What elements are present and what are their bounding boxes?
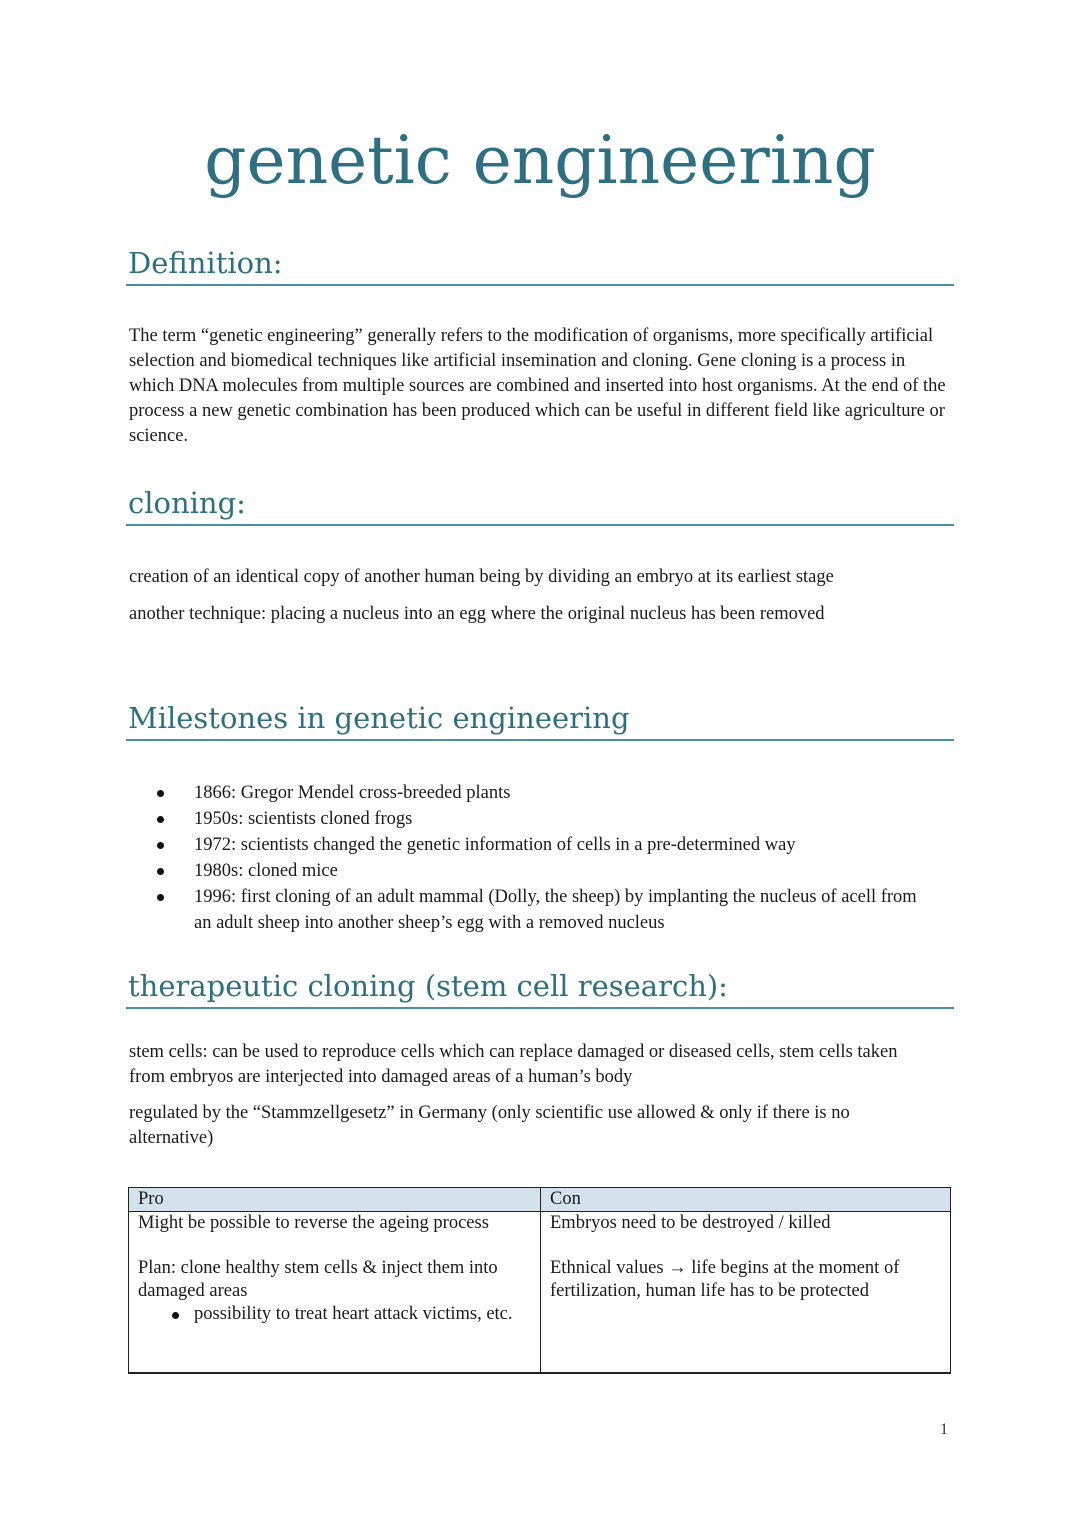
milestone-text: 1996: first cloning of an adult mammal (Dolly, the sheep) by implanting the nucleus of acell from an adult sheep into another sheep’s egg with a removed nucleus <box>194 887 917 933</box>
therapeutic-text-2: regulated by the “Stammzellgesetz” in Germany (only scientific use allowed & only if there is no alternative) <box>129 1103 850 1148</box>
therapeutic-body <box>126 1040 954 1090</box>
bullet-icon <box>157 894 164 901</box>
cloning-section <box>126 487 954 526</box>
therapeutic-heading: therapeutic cloning (stem cell research): <box>126 970 954 1009</box>
pro-sub-bullet <box>138 1303 531 1326</box>
con-cell <box>541 1212 951 1374</box>
milestones-list-wrap <box>126 780 954 936</box>
pro-point-1: Might be possible to reverse the ageing process <box>138 1213 489 1233</box>
list-item <box>126 832 954 858</box>
cloning-heading: cloning: <box>126 487 954 526</box>
milestones-heading: Milestones in genetic engineering <box>126 702 954 741</box>
cloning-body-2 <box>126 602 954 627</box>
milestone-text: 1980s: cloned mice <box>194 861 338 881</box>
pro-sub-text: possibility to treat heart attack victims, etc. <box>194 1304 513 1324</box>
bullet-icon <box>172 1312 179 1319</box>
page-number: 1 <box>940 1421 948 1438</box>
pro-header: Pro <box>129 1188 541 1212</box>
milestone-text: 1972: scientists changed the genetic information of cells in a pre-determined way <box>194 835 796 855</box>
definition-heading: Definition: <box>126 247 954 286</box>
therapeutic-body-2 <box>126 1101 954 1151</box>
bullet-icon <box>157 868 164 875</box>
list-item <box>126 806 954 832</box>
page-title: genetic engineering <box>204 122 876 199</box>
list-item <box>126 780 954 806</box>
therapeutic-section <box>126 970 954 1009</box>
therapeutic-text-1: stem cells: can be used to reproduce cells which can replace damaged or diseased cells, stem cells taken from embryos are interjected into damaged areas of a human’s body <box>129 1042 898 1087</box>
table-row <box>129 1212 951 1374</box>
bullet-icon <box>157 842 164 849</box>
bullet-icon <box>157 816 164 823</box>
list-item <box>126 858 954 884</box>
cloning-line-2: another technique: placing a nucleus into an egg where the original nucleus has been removed <box>129 604 825 624</box>
milestone-text: 1866: Gregor Mendel cross-breeded plants <box>194 783 511 803</box>
milestone-text: 1950s: scientists cloned frogs <box>194 809 413 829</box>
con-point-2: Ethnical values → life begins at the moment of fertilization, human life has to be protected <box>550 1258 900 1301</box>
pro-con-table <box>128 1187 951 1374</box>
cloning-line-1: creation of an identical copy of another human being by dividing an embryo at its earliest stage <box>129 567 834 587</box>
pro-point-2: Plan: clone healthy stem cells & inject them into damaged areas <box>138 1258 498 1301</box>
pro-cell <box>129 1212 541 1374</box>
definition-text: The term “genetic engineering” generally refers to the modification of organisms, more specifically artificial selection and biomedical techniques like artificial insemination and cloning. Gene cloning is a process in which DNA molecules from multiple sources are combined and inserted into host organisms. At the end of the process a new genetic combination has been produced which can be useful in different field like agriculture or science. <box>129 326 946 446</box>
milestones-list <box>126 780 954 936</box>
milestones-section <box>126 702 954 741</box>
bullet-icon <box>157 790 164 797</box>
definition-body <box>126 324 954 449</box>
definition-section <box>126 247 954 286</box>
con-point-1: Embryos need to be destroyed / killed <box>550 1213 831 1233</box>
cloning-body <box>126 565 954 590</box>
con-header: Con <box>541 1188 951 1212</box>
list-item <box>126 884 954 936</box>
table-header-row <box>129 1188 951 1212</box>
